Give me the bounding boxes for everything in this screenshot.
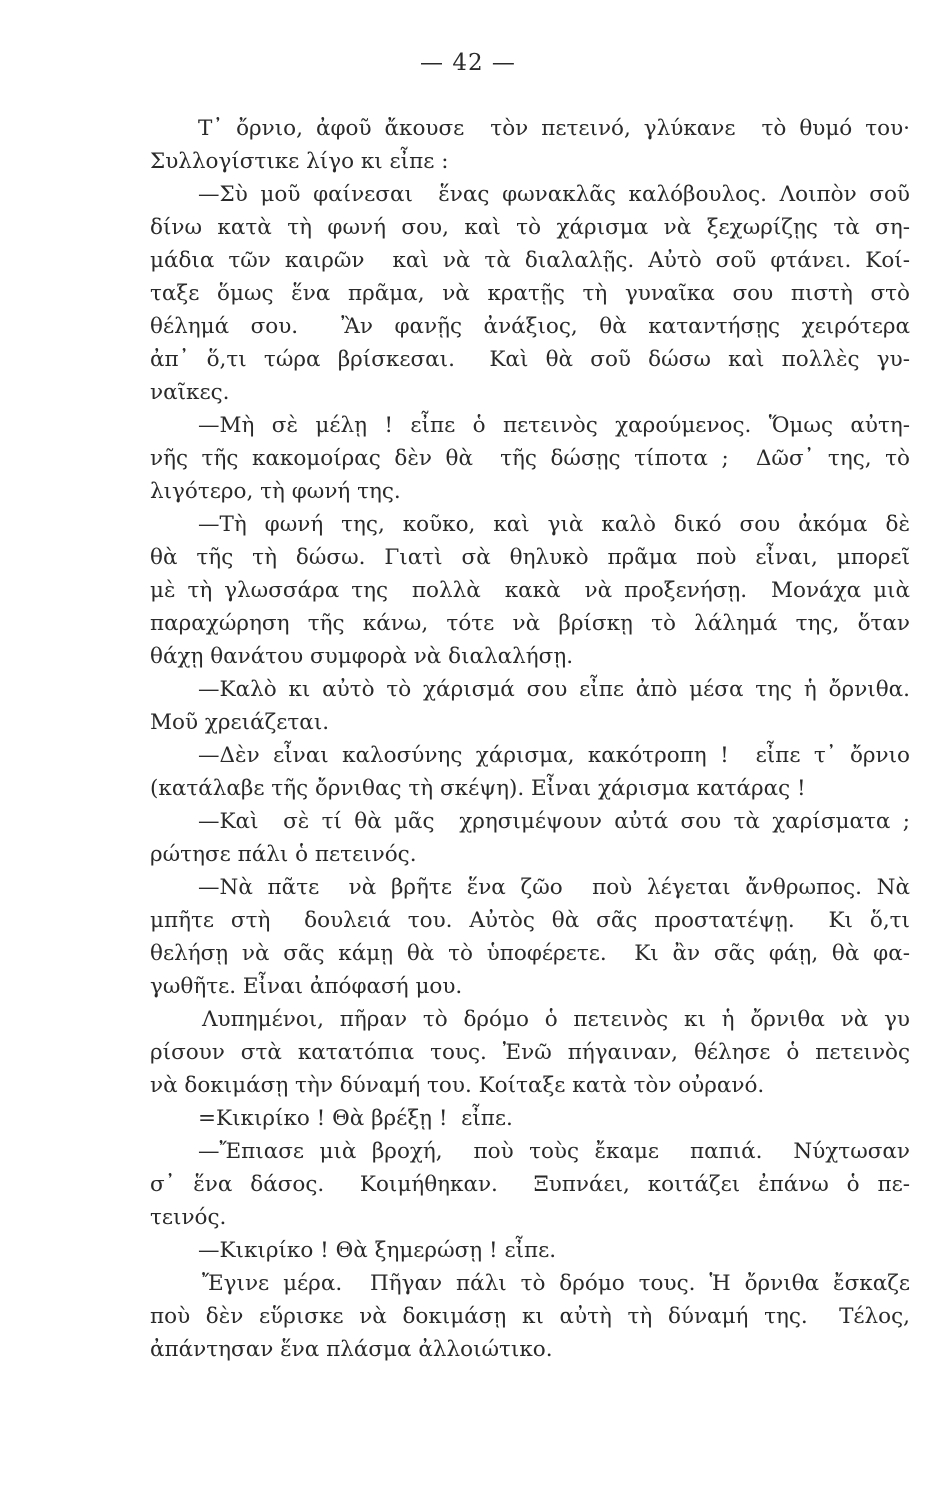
text-line: —Καὶ σὲ τί θὰ μᾶς χρησιμέψουν αὐτά σου τὰ χαρίσματα ;	[198, 809, 910, 834]
text-line: =Κικιρίκο ! Θὰ βρέξῃ ! εἶπε.	[198, 1106, 513, 1131]
text-line: ποὺ δὲν εὕρισκε νὰ δοκιμάσῃ κι αὐτὴ τὴ δύναμή της. Τέλος,	[150, 1304, 910, 1329]
text-line: —Ἔπιασε μιὰ βροχή, ποὺ τοὺς ἔκαμε παπιά. Νύχτωσαν	[198, 1139, 910, 1164]
text-line: —Σὺ μοῦ φαίνεσαι ἕνας φωνακλᾶς καλόβουλος. Λοιπὸν σοῦ	[198, 182, 910, 207]
text-line: ρώτησε πάλι ὁ πετεινός.	[150, 842, 417, 867]
text-line: τεινός.	[150, 1205, 227, 1230]
text-line: θάχῃ θανάτου συμφορὰ νὰ διαλαλήσῃ.	[150, 644, 574, 669]
text-line: (κατάλαβε τῆς ὄρνιθας τὴ σκέψη). Εἶναι χάρισμα κατάρας !	[150, 776, 806, 801]
text-line: —Νὰ πᾶτε νὰ βρῆτε ἕνα ζῶο ποὺ λέγεται ἄνθρωπος. Νὰ	[198, 875, 910, 900]
text-line: —Κικιρίκο ! Θὰ ξημερώσῃ ! εἶπε.	[198, 1238, 557, 1263]
text-line: παραχώρηση τῆς κάνω, τότε νὰ βρίσκῃ τὸ λάλημά της, ὅταν	[150, 611, 910, 636]
text-line: θέλημά σου. Ἂν φανῇς ἀνάξιος, θὰ καταντήσῃς χειρότερα	[150, 314, 910, 339]
text-line: μὲ τὴ γλωσσάρα της πολλὰ κακὰ νὰ προξενήσῃ. Μονάχα μιὰ	[150, 578, 910, 603]
text-line: δίνω κατὰ τὴ φωνή σου, καὶ τὸ χάρισμα νὰ ξεχωρίζῃς τὰ ση-	[150, 215, 910, 240]
text-line: ρίσουν στὰ κατατόπια τους. Ἐνῶ πήγαιναν, θέλησε ὁ πετεινὸς	[150, 1040, 910, 1065]
text-line: γωθῆτε. Εἶναι ἀπόφασή μου.	[150, 974, 463, 999]
text-line: νῆς τῆς κακομοίρας δὲν θὰ τῆς δώσῃς τίποτα ; Δῶσ᾿ της, τὸ	[150, 446, 910, 471]
text-line: Ἔγινε μέρα. Πῆγαν πάλι τὸ δρόμο τους. Ἡ ὄρνιθα ἔσκαζε	[202, 1271, 910, 1296]
text-line: —Τὴ φωνή της, κοῦκο, καὶ γιὰ καλὸ δικό σου ἀκόμα δὲ	[198, 512, 910, 537]
text-line: ἀπάντησαν ἕνα πλάσμα ἀλλοιώτικο.	[150, 1337, 553, 1362]
text-line: Συλλογίστικε λίγο κι εἶπε :	[150, 149, 449, 174]
text-line: θελήσῃ νὰ σᾶς κάμῃ θὰ τὸ ὑποφέρετε. Κι ἂν σᾶς φάῃ, θὰ φα-	[150, 941, 910, 966]
text-line: ταξε ὅμως ἕνα πρᾶμα, νὰ κρατῇς τὴ γυναῖκα σου πιστὴ στὸ	[150, 281, 910, 306]
text-line: νὰ δοκιμάσῃ τὴν δύναμή του. Κοίταξε κατὰ τὸν οὐρανό.	[150, 1073, 765, 1098]
text-line: λιγότερο, τὴ φωνή της.	[150, 479, 401, 504]
text-line: σ᾿ ἕνα δάσος. Κοιμήθηκαν. Ξυπνάει, κοιτάζει ἐπάνω ὁ πε-	[150, 1172, 910, 1197]
text-line: μπῆτε στὴ δουλειά του. Αὐτὸς θὰ σᾶς προστατέψῃ. Κι ὅ,τι	[150, 908, 910, 933]
text-line: Μοῦ χρειάζεται.	[150, 710, 330, 735]
body-text	[150, 112, 910, 1366]
text-line: Λυπημένοι, πῆραν τὸ δρόμο ὁ πετεινὸς κι ἡ ὄρνιθα νὰ γυ	[202, 1007, 910, 1032]
text-line: ἀπ᾿ ὅ,τι τώρα βρίσκεσαι. Καὶ θὰ σοῦ δώσω καὶ πολλὲς γυ-	[150, 347, 910, 372]
text-line: —Καλὸ κι αὐτὸ τὸ χάρισμά σου εἶπε ἀπὸ μέσα της ἡ ὄρνιθα.	[198, 677, 910, 702]
text-line: —Μὴ σὲ μέλῃ ! εἶπε ὁ πετεινὸς χαρούμενος. Ὅμως αὐτη-	[198, 413, 910, 438]
page-number: — 42 —	[420, 50, 516, 76]
text-line: ναῖκες.	[150, 380, 230, 405]
text-line: θὰ τῆς τὴ δώσω. Γιατὶ σὰ θηλυκὸ πρᾶμα ποὺ εἶναι, μπορεῖ	[150, 545, 910, 570]
text-line: Τ᾿ ὄρνιο, ἀφοῦ ἄκουσε τὸν πετεινό, γλύκανε τὸ θυμό του·	[198, 116, 910, 141]
text-line: μάδια τῶν καιρῶν καὶ νὰ τὰ διαλαλῇς. Αὐτὸ σοῦ φτάνει. Κοί-	[150, 248, 910, 273]
text-line: —Δὲν εἶναι καλοσύνης χάρισμα, κακότροπη ! εἶπε τ᾿ ὄρνιο	[198, 743, 910, 768]
